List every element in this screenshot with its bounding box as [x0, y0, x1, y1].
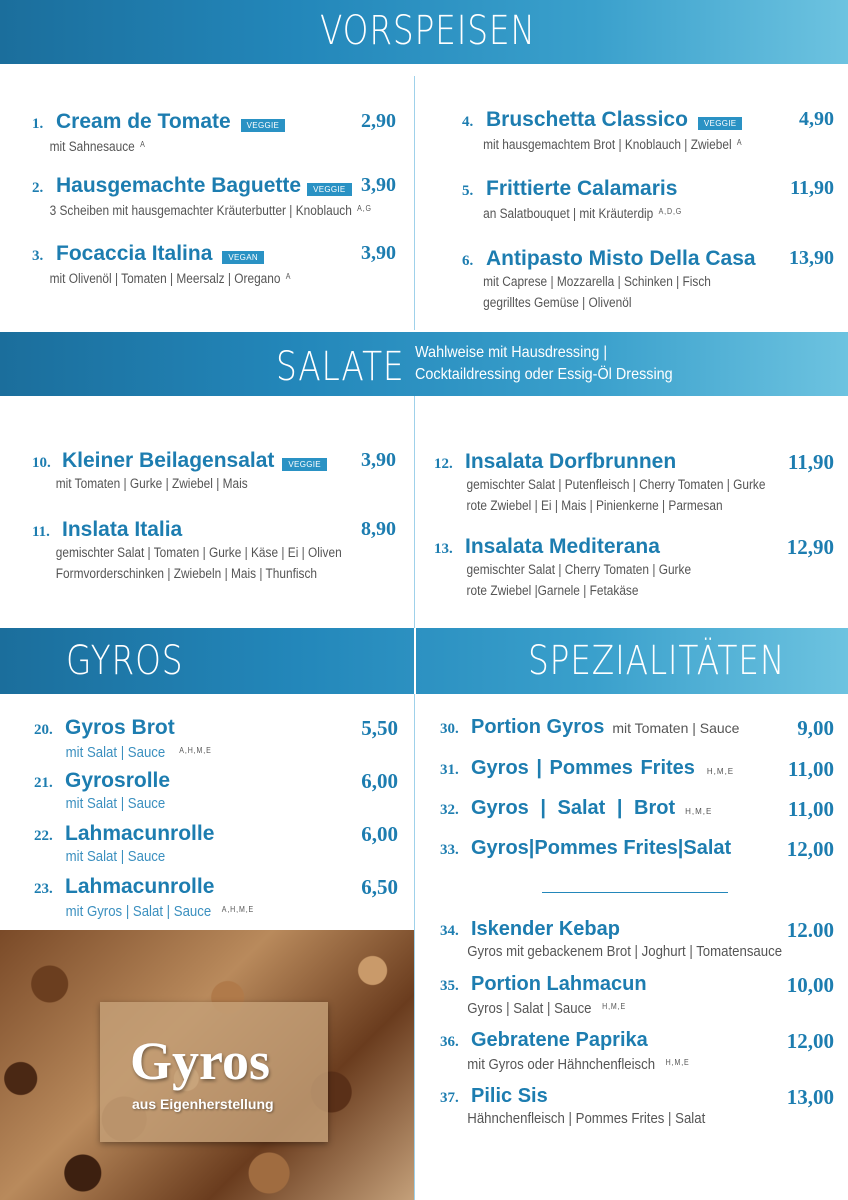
menu-item [462, 177, 836, 224]
description-text: mit hausgemachtem Brot | Knoblauch | Zwiebel [483, 137, 732, 152]
item-price: 5,50 [361, 716, 398, 740]
section-title-vorspeisen: VORSPEISEN [320, 8, 536, 54]
item-number: 4. [462, 114, 474, 130]
dressing-note-line-1: Wahlweise mit Hausdressing | [415, 344, 608, 361]
menu-item [440, 1085, 836, 1129]
veggie-badge: VEGGIE [241, 119, 285, 132]
veggie-badge: VEGGIE [282, 458, 326, 471]
photo-subtitle: aus Eigenherstellung [132, 1096, 274, 1112]
item-description [32, 473, 354, 494]
item-name: Inslata Italia [62, 518, 183, 541]
item-number: 3. [32, 248, 44, 264]
item-number: 32. [440, 802, 459, 818]
item-number: 35. [440, 978, 459, 994]
item-price: 11,00 [787, 797, 834, 821]
menu-item [440, 837, 836, 860]
menu-item [32, 242, 398, 289]
section-title-salate: SALATE [276, 344, 405, 390]
item-price: 2,90 [361, 110, 396, 132]
description-text: gemischter Salat | Cherry Tomaten | Gurke [466, 562, 692, 577]
item-number: 31. [440, 762, 459, 778]
item-name: Gyros Brot [65, 716, 175, 739]
item-price: 12.00 [786, 918, 834, 942]
item-number: 33. [440, 842, 459, 858]
item-price: 11,90 [787, 450, 834, 474]
allergen-codes: A,H,M,E [179, 746, 212, 755]
menu-item [434, 450, 836, 516]
gyros-spezialitaeten-header [0, 628, 848, 694]
description-text: rote Zwiebel | Ei | Mais | Pinienkerne | Parmesan [466, 498, 723, 513]
item-price: 13,90 [789, 247, 834, 269]
item-description [34, 899, 354, 922]
description-text: mit Salat | Sauce [65, 744, 166, 761]
description-text: Gyros mit gebackenem Brot | Joghurt | Tomatensauce [467, 943, 783, 960]
item-price: 6,00 [361, 769, 398, 793]
item-name: Frittierte Calamaris [486, 177, 678, 200]
item-number: 36. [440, 1034, 459, 1050]
item-number: 21. [34, 775, 53, 791]
allergen-codes: A,H,M,E [221, 905, 255, 914]
description-text: rote Zwiebel |Garnele | Fetakäse [466, 583, 639, 598]
description-text: mit Gyros oder Hähnchenfleisch [467, 1056, 656, 1073]
menu-item [440, 757, 836, 780]
allergen-codes: A [140, 140, 146, 149]
vegan-badge: VEGAN [222, 251, 264, 264]
item-description [434, 559, 788, 580]
item-description [462, 201, 791, 224]
description-text: mit Caprese | Mozzarella | Schinken | Fisch [483, 274, 711, 289]
menu-item [434, 535, 836, 601]
item-name: Insalata Mediterana [465, 535, 660, 558]
item-price: 3,90 [361, 242, 396, 264]
item-number: 23. [34, 881, 53, 897]
photo-title: Gyros [130, 1031, 271, 1091]
item-description [440, 996, 788, 1019]
item-description [462, 271, 791, 292]
description-text: mit Salat | Sauce [65, 795, 166, 812]
item-number: 10. [32, 455, 51, 471]
vorspeisen-header [0, 0, 848, 64]
item-description-line-2 [434, 495, 788, 516]
description-text: mit Gyros | Salat | Sauce [65, 903, 212, 920]
item-number: 11. [32, 524, 50, 540]
description-text: mit Salat | Sauce [65, 848, 166, 865]
description-text: an Salatbouquet | mit Kräuterdip [483, 206, 654, 221]
allergen-codes: A,D,G [658, 207, 683, 216]
item-number: 22. [34, 828, 53, 844]
item-name: Lahmacunrolle [65, 822, 215, 845]
item-description [32, 542, 354, 563]
menu-item [462, 247, 836, 313]
item-name: Hausgemachte Baguette [56, 174, 302, 197]
menu-item [440, 973, 836, 1019]
item-price: 12,90 [786, 535, 834, 559]
item-number: 20. [34, 722, 53, 738]
item-number: 1. [32, 116, 44, 132]
column-divider [414, 396, 415, 628]
section-title-gyros: GYROS [66, 638, 184, 684]
item-description [32, 134, 354, 157]
item-name: Iskender Kebap [471, 918, 620, 940]
description-text: Hähnchenfleisch | Pommes Frites | Salat [467, 1110, 706, 1127]
column-divider [414, 694, 415, 1200]
item-price: 6,00 [361, 822, 398, 846]
dressing-note-line-2: Cocktaildressing oder Essig-Öl Dressing [415, 366, 673, 383]
item-price: 13,00 [786, 1085, 834, 1109]
allergen-codes: H,M,E [685, 807, 713, 816]
item-number: 13. [434, 541, 453, 557]
item-description-line-2 [32, 563, 354, 584]
item-description [34, 740, 354, 763]
menu-item [34, 822, 398, 867]
item-number: 5. [462, 183, 474, 199]
item-price: 11,00 [787, 757, 834, 781]
item-name: Portion Gyros [471, 716, 605, 738]
description-text: mit Tomaten | Gurke | Zwiebel | Mais [55, 476, 248, 491]
item-price: 6,50 [361, 875, 398, 899]
item-number: 37. [440, 1090, 459, 1106]
menu-item [32, 174, 398, 221]
item-number: 6. [462, 253, 474, 269]
item-name: Gyrosrolle [65, 769, 171, 792]
item-name: Insalata Dorfbrunnen [465, 450, 677, 473]
section-title-spezialitaeten: SPEZIALITÄTEN [528, 638, 786, 684]
item-name: Focaccia Italina [56, 242, 213, 265]
item-price: 9,00 [797, 716, 834, 740]
menu-item [440, 1029, 836, 1075]
menu-item [32, 110, 398, 157]
menu-item [462, 108, 836, 155]
item-description [32, 198, 372, 221]
veggie-badge: VEGGIE [698, 117, 742, 130]
description-text: Gyros | Salat | Sauce [467, 1000, 592, 1017]
item-inline-description: mit Tomaten | Sauce [612, 720, 740, 736]
salate-header [0, 332, 848, 396]
menu-item [34, 716, 398, 763]
item-name: Pilic Sis [471, 1085, 548, 1107]
band-separator [414, 628, 416, 694]
description-text: mit Sahnesauce [49, 139, 135, 154]
menu-item [440, 918, 836, 962]
item-number: 30. [440, 721, 459, 737]
allergen-codes: H,M,E [706, 767, 735, 776]
item-description [34, 793, 354, 814]
allergen-codes: H,M,E [665, 1058, 690, 1067]
column-divider [414, 76, 415, 330]
menu-item [32, 518, 398, 584]
item-name: Portion Lahmacun [471, 973, 647, 995]
item-price: 8,90 [361, 518, 396, 540]
item-name: Kleiner Beilagensalat [62, 449, 275, 472]
description-text: gegrilltes Gemüse | Olivenöl [483, 295, 632, 310]
description-text: Formvorderschinken | Zwiebeln | Mais | Thunfisch [55, 566, 318, 581]
gyros-photo [0, 930, 414, 1200]
menu-item [32, 449, 398, 494]
item-price: 11,90 [790, 177, 834, 199]
item-name: Gyros|Pommes Frites|Salat [471, 837, 732, 859]
item-description-line-2 [434, 580, 788, 601]
gyros-label-card [100, 1002, 328, 1142]
item-name: Antipasto Misto Della Casa [486, 247, 756, 270]
description-text: 3 Scheiben mit hausgemachter Kräuterbutter | Knoblauch [49, 203, 352, 218]
item-description [434, 474, 788, 495]
menu-item [34, 769, 398, 814]
item-price: 4,90 [799, 108, 834, 130]
menu-item [34, 875, 398, 922]
item-price: 12,00 [786, 1029, 834, 1053]
item-description [440, 941, 788, 962]
item-price: 10,00 [786, 973, 834, 997]
item-description [440, 1052, 788, 1075]
menu-item [440, 716, 836, 739]
allergen-codes: H,M,E [602, 1002, 627, 1011]
allergen-codes: A,G [357, 204, 372, 213]
item-price: 12,00 [786, 837, 834, 861]
allergen-codes: A [736, 138, 743, 147]
item-name: Cream de Tomate [56, 110, 231, 133]
item-description [32, 266, 354, 289]
item-description-line-2 [462, 292, 791, 313]
dressing-note [415, 342, 673, 386]
veggie-badge: VEGGIE [307, 183, 351, 196]
item-number: 34. [440, 923, 459, 939]
separator-line [542, 892, 728, 893]
item-description [462, 132, 791, 155]
item-description [34, 846, 354, 867]
item-number: 2. [32, 180, 44, 196]
item-name: Gyros | Pommes Frites [471, 757, 695, 779]
item-description [440, 1108, 788, 1129]
item-name: Gebratene Paprika [471, 1029, 648, 1051]
menu-item [440, 797, 836, 820]
item-price: 3,90 [361, 174, 396, 196]
allergen-codes: A [285, 272, 292, 281]
item-number: 12. [434, 456, 453, 472]
item-price: 3,90 [361, 449, 396, 471]
item-name: Gyros | Salat | Brot [471, 797, 676, 819]
description-text: gemischter Salat | Tomaten | Gurke | Käse | Ei | Oliven [55, 545, 342, 560]
item-name: Lahmacunrolle [65, 875, 215, 898]
item-name: Bruschetta Classico [486, 108, 688, 131]
description-text: gemischter Salat | Putenfleisch | Cherry Tomaten | Gurke [466, 477, 766, 492]
description-text: mit Olivenöl | Tomaten | Meersalz | Oregano [49, 271, 281, 286]
